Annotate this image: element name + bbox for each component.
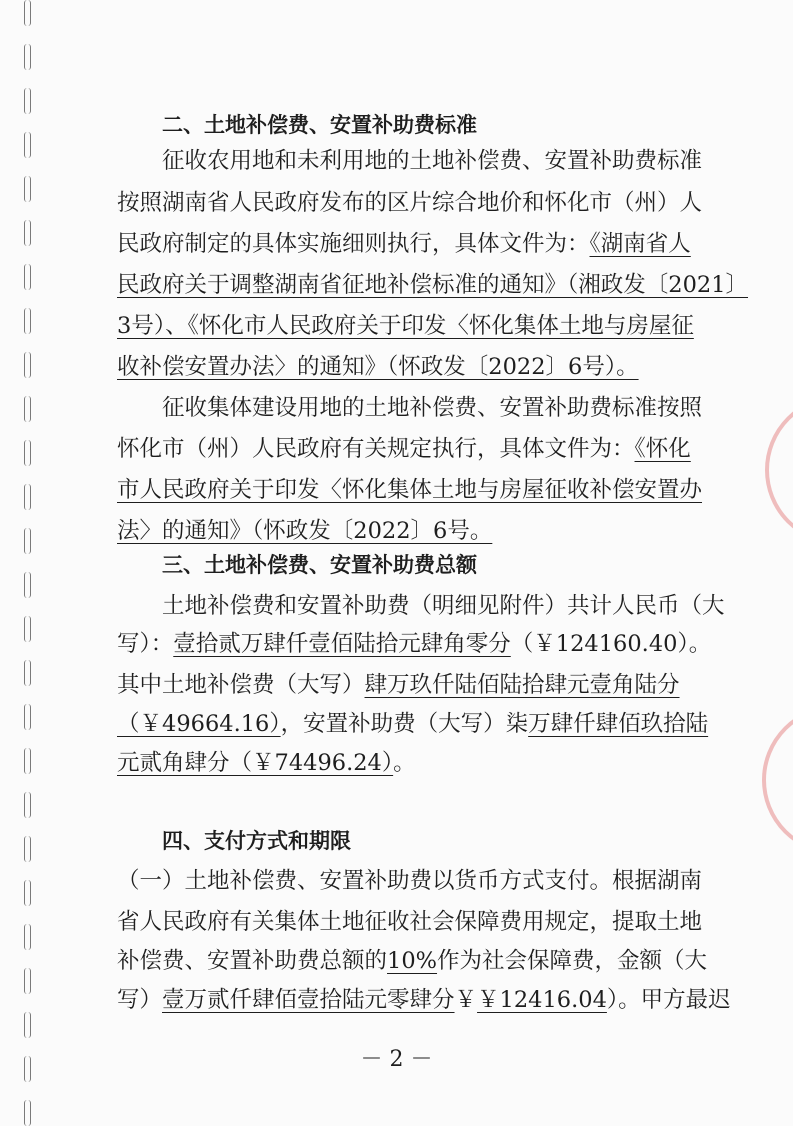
text: 其中土地补偿费（大写） [117,672,365,698]
text: ，安置补助费（大写）柒 [280,711,529,737]
binding-mark [24,616,31,642]
paragraph-line [117,709,708,739]
yuan-sign: ￥ [454,987,478,1013]
binding-mark [24,924,31,950]
section4-heading: 四、支付方式和期限 [162,829,351,853]
text: 写） [117,987,163,1013]
binding-marks [24,0,38,1122]
resettlement-subsidy-words: 万肆仟肆佰玖拾陆 [528,711,709,737]
cited-document: 法〉的通知》（怀政发〔2022〕6号。 [117,518,493,544]
text: 怀化市（州）人民政府有关规定执行，具体文件为： [117,436,635,462]
binding-mark [24,176,31,202]
paragraph-line: （一）土地补偿费、安置补助费以货币方式支付。根据湖南 [117,868,703,894]
paragraph-line: 按照湖南省人民政府发布的区片综合地价和怀化市（州）人 [117,190,703,216]
paragraph-line [117,434,691,464]
social-security-rate: 10% [387,948,438,974]
binding-mark [24,308,31,334]
social-security-words: 壹万贰仟肆佰壹拾陆元零肆分 [162,987,455,1013]
social-security-figure: ￥12416.04 [477,987,607,1013]
cited-document: 收补偿安置办法〉的通知》（怀政发〔2022〕6号）。 [117,354,639,380]
binding-mark [24,396,31,422]
paragraph-line [117,229,691,259]
binding-mark [24,352,31,378]
resettlement-subsidy-figure: （￥74496.24） [229,750,394,776]
binding-mark [24,220,31,246]
total-amount-figure: （￥124160.40）。 [510,631,712,657]
binding-mark [24,660,31,686]
binding-mark [24,704,31,730]
cited-document: 3号）、《怀化市人民政府关于印发〈怀化集体土地与房屋征 [117,313,694,339]
paragraph-line [117,946,707,976]
binding-mark [24,1100,31,1126]
paragraph-line: 土地补偿费和安置补助费（明细见附件）共计人民币（大 [162,593,725,619]
binding-mark [24,132,31,158]
paragraph-line [117,985,731,1015]
binding-mark [24,572,31,598]
page-number: － 2 － [360,1047,433,1072]
text: 。 [393,750,416,776]
paragraph-line [117,748,416,778]
land-compensation-words: 肆万玖仟陆佰陆拾肆元壹角陆分 [364,672,680,698]
land-compensation-figure: （￥49664.16） [117,711,281,737]
binding-mark [24,792,31,818]
paragraph-line [117,670,680,700]
text: 写）： [117,631,174,657]
cited-document: 《湖南省人 [589,231,691,257]
cited-document: 《怀化 [634,436,691,462]
binding-mark [24,44,31,70]
binding-mark [24,88,31,114]
binding-mark [24,0,31,26]
binding-mark [24,528,31,554]
cited-document: 民政府关于调整湖南省征地补偿标准的通知》（湘政发〔2021〕 [117,272,749,298]
section3-heading: 三、土地补偿费、安置补助费总额 [162,553,477,577]
binding-mark [24,968,31,994]
paragraph-line: 征收集体建设用地的土地补偿费、安置补助费标准按照 [162,395,703,421]
section2-heading: 二、土地补偿费、安置补助费标准 [162,113,477,137]
resettlement-subsidy-words-end: 元贰角肆分 [117,750,230,776]
text: ）。甲方最迟 [606,987,731,1013]
binding-mark [24,880,31,906]
binding-mark [24,484,31,510]
text: 补偿费、安置补助费总额的 [117,948,388,974]
paragraph-line: 征收农用地和未利用地的土地补偿费、安置补助费标准 [162,148,703,174]
binding-mark [24,440,31,466]
binding-mark [24,1012,31,1038]
total-amount-words: 壹拾贰万肆仟壹佰陆拾元肆角零分 [173,631,511,657]
official-seal-upper [765,395,793,545]
binding-mark [24,264,31,290]
paragraph-line [117,629,711,659]
text: 作为社会保障费，金额（大 [437,948,708,974]
text: 民政府制定的具体实施细则执行，具体文件为： [117,231,590,257]
paragraph-line: 省人民政府有关集体土地征收社会保障费用规定，提取土地 [117,909,703,935]
binding-mark [24,748,31,774]
binding-mark [24,836,31,862]
cited-document: 市人民政府关于印发〈怀化集体土地与房屋征收补偿安置办 [117,477,703,503]
official-seal-lower [762,705,793,855]
